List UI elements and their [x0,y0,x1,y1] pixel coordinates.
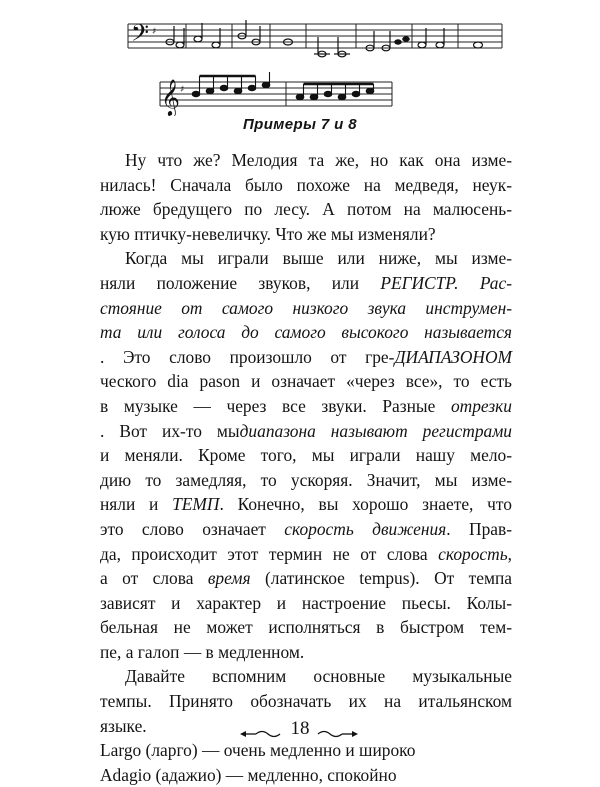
text-span: кую птичку-невеличку. Что же мы изменяли? [100,223,436,244]
svg-text:𝄞: 𝄞 [161,78,180,116]
text-span: в музыке — через все звуки. Разные [100,395,451,416]
music-examples-figure [0,0,600,130]
bass-clef-icon [131,19,149,52]
text-span: Adagio (адажио) — медленно, спокойно [100,764,397,785]
paragraph [100,148,512,246]
paragraph [100,246,512,664]
text-span: Давайте вспомним основные музыкальные [125,666,512,687]
text-line [100,517,512,542]
italic-term: стояние от самого низкого звука инструмен- [100,297,512,318]
text-line [100,148,512,173]
text-span: да, происходит этот термин не от слова [100,543,439,564]
text-span: ческого dia pason и означает «через все», то есть [100,371,512,392]
text-span: . Прав- [446,518,512,539]
page-number: 18 [290,718,310,739]
text-span: . Конечно, вы хорошо знаете, что [219,494,512,515]
text-line [100,246,512,271]
svg-text:𝄢: 𝄢 [131,19,150,52]
text-line [100,296,512,321]
text-line [100,763,512,787]
treble-clef-icon [161,78,180,116]
text-line [100,689,512,714]
text-span: нилась! Сначала было похоже на медведя, неук- [100,174,512,195]
text-line [100,664,512,689]
music-staves-illustration [0,0,600,116]
italic-term: диапазона называют регистрами [239,420,512,441]
body-text [100,148,512,787]
bass-notes [166,20,483,57]
text-line [100,197,512,222]
text-span: няли положение звуков, или [100,272,381,293]
text-span: люже бредущего по лесу. А потом на малюсень- [100,199,512,220]
text-span: бельная не может исполняться в быстром тем- [100,617,512,638]
text-line [100,320,512,345]
text-span: Ну что же? Мелодия та же, но как она изме- [125,150,512,170]
sharp-icon: ♯ [180,85,185,95]
text-span: . Вот их-то мы [100,420,240,441]
text-line [100,492,512,517]
italic-term: ТЕМП [172,494,220,515]
text-span: зависят и характер и настроение пьесы. Колы- [100,592,512,613]
text-line [100,369,512,394]
figure-caption: Примеры 7 и 8 [242,116,358,133]
text-line [100,542,512,567]
text-line [100,615,512,640]
italic-term: скорость [438,543,508,564]
text-line [100,419,512,444]
text-span: Largo (ларго) — очень медленно и широко [100,740,416,761]
page-footer [0,716,600,746]
text-span: , [507,543,512,564]
italic-term: время [207,568,251,589]
text-line [100,173,512,198]
italic-term: отрезки [450,395,512,416]
text-line [100,591,512,616]
bass-filled-notes [394,36,410,44]
text-line [100,468,512,493]
text-span: няли и [100,494,173,515]
text-span: языке. [100,715,147,736]
italic-term: скорость движения [284,518,447,539]
italic-term: ДИАПАЗОНОМ [394,346,512,367]
text-span: . Это слово произошло от гре- [100,346,395,367]
text-line [100,271,512,296]
text-span: темпы. Принято обозначать их на итальянском [100,691,512,712]
text-line [100,443,512,468]
text-line [100,566,512,591]
text-span: (латинское tempus). От темпа [250,568,512,589]
italic-term: та или голоса до самого высокого называется [100,322,512,343]
text-line [100,640,512,665]
text-span: Когда мы играли выше или ниже, мы измe- [125,248,512,269]
text-line [100,222,512,247]
text-span: пе, а галоп — в медленном. [100,641,305,662]
text-span: а от слова [100,568,208,589]
sharp-icon: ♯ [152,27,157,37]
text-span: это слово означает [100,518,285,539]
text-span: дию то замедляя, то ускоряя. Значит, мы изме- [100,469,512,490]
italic-term: РЕГИСТР. Рас- [380,272,512,293]
treble-notes [192,72,374,100]
text-line [100,345,512,370]
text-span: и меняли. Кроме того, мы играли нашу мело- [100,445,512,466]
text-line [100,394,512,419]
